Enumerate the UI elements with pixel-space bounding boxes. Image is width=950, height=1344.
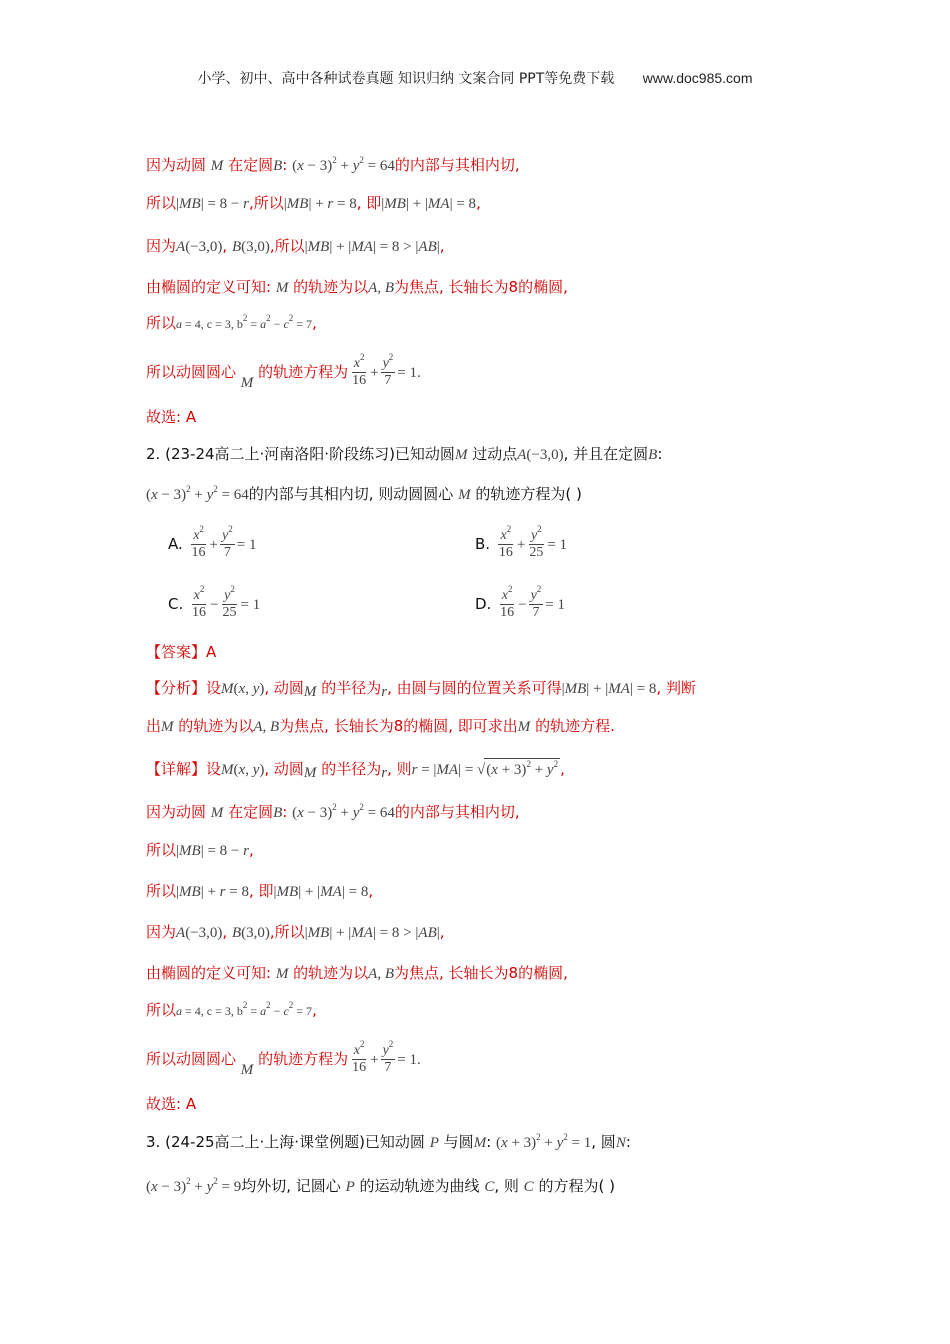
sol1-line7: 故选: A: [146, 408, 197, 426]
option-d[interactable]: D. $\frac{x^2}{16}$ − $\frac{y^2}{7}$ = 1: [475, 584, 566, 620]
q2-detail-line6: 由椭圆的定义可知: M 的轨迹为以A, B为焦点, 长轴长为8的椭圆,: [146, 964, 568, 982]
q2-analysis-line2: 出M 的轨迹为以A, B为焦点, 长轴长为8的椭圆, 即可求出M 的轨迹方程.: [146, 717, 615, 735]
q2-detail-line7: 所以a = 4, c = 3, $b^2 = a^2 - c^2 = 7$,: [146, 1000, 317, 1019]
q2-detail-line9: 故选: A: [146, 1095, 197, 1113]
q3-stem-line2: $(x - 3)^2 + y^2 = 9$均外切, 记圆心 P 的运动轨迹为曲线 C, 则 C 的方程为( ): [146, 1176, 615, 1195]
q2-stem-line2: $(x - 3)^2 + y^2 = 64$的内部与其相内切, 则动圆圆心 M 的轨迹方程为( ): [146, 484, 582, 503]
q2-stem-line1: 2. (23-24高二上·河南洛阳·阶段练习)已知动圆M 过动点A(−3,0), 并且在定圆B:: [146, 445, 663, 463]
q2-analysis-line1: 【分析】设M(x, y), 动圆M 的半径为r, 由圆与圆的位置关系可得|MB| + |MA| = 8, 判断: [146, 679, 696, 700]
sol1-line4: 由椭圆的定义可知: M 的轨迹为以A, B为焦点, 长轴长为8的椭圆,: [146, 278, 568, 296]
q2-detail-line5: 因为A(−3,0), B(3,0),所以|MB| + |MA| = 8 > |AB|,: [146, 923, 445, 941]
sol1-line3: 因为A(−3,0), B(3,0),所以|MB| + |MA| = 8 > |AB|,: [146, 237, 445, 255]
q3-stem-line1: 3. (24-25高二上·上海·课堂例题)已知动圆 P 与圆M: $(x + 3)^2 + y^2 = 1$, 圆N:: [146, 1132, 631, 1151]
option-b[interactable]: B. $\frac{x^2}{16}$ + $\frac{y^2}{25}$ = 1: [475, 524, 568, 560]
q2-detail-line4: 所以|MB| + r = 8, 即|MB| + |MA| = 8,: [146, 882, 374, 900]
sol1-line5: 所以a = 4, c = 3, $b^2 = a^2 - c^2 = 7$,: [146, 313, 317, 332]
header-site: www.doc985.com: [642, 70, 753, 86]
page-header: [0, 68, 950, 88]
q2-detail-line3: 所以|MB| = 8 − r,: [146, 841, 254, 859]
option-c[interactable]: C. $\frac{x^2}{16}$ − $\frac{y^2}{25}$ = 1: [168, 584, 261, 620]
option-a[interactable]: A. $\frac{x^2}{16}$ + $\frac{y^2}{7}$ = 1: [168, 524, 257, 560]
q2-detail-line2: 因为动圆 M 在定圆B: $(x - 3)^2 + y^2 = 64$的内部与其相内切,: [146, 802, 520, 821]
q2-detail-line1: 【详解】设M(x, y), 动圆M 的半径为r, 则$r = |MA| = √(x + 3)^2 + y^2$ ,: [146, 759, 565, 781]
sol1-line2: 所以|MB| = 8 − r,所以|MB| + r = 8, 即|MB| + |MA| = 8,: [146, 194, 481, 212]
q2-answer: 【答案】A: [146, 643, 217, 661]
sol1-line1: 因为动圆 M 在定圆B: $(x - 3)^2 + y^2 = 64$的内部与其相内切,: [146, 155, 520, 174]
q2-detail-line8: 所以动圆圆心 M 的轨迹方程为 $\frac{x^2}{16}$ + $\frac{y^2}{7}$ = 1.: [146, 1039, 421, 1078]
header-text: 小学、初中、高中各种试卷真题 知识归纳 文案合同 PPT等免费下载: [197, 71, 615, 87]
sol1-line6: 所以动圆圆心 M 的轨迹方程为 $\frac{x^2}{16}$ + $\frac{y^2}{7}$ = 1.: [146, 352, 421, 391]
